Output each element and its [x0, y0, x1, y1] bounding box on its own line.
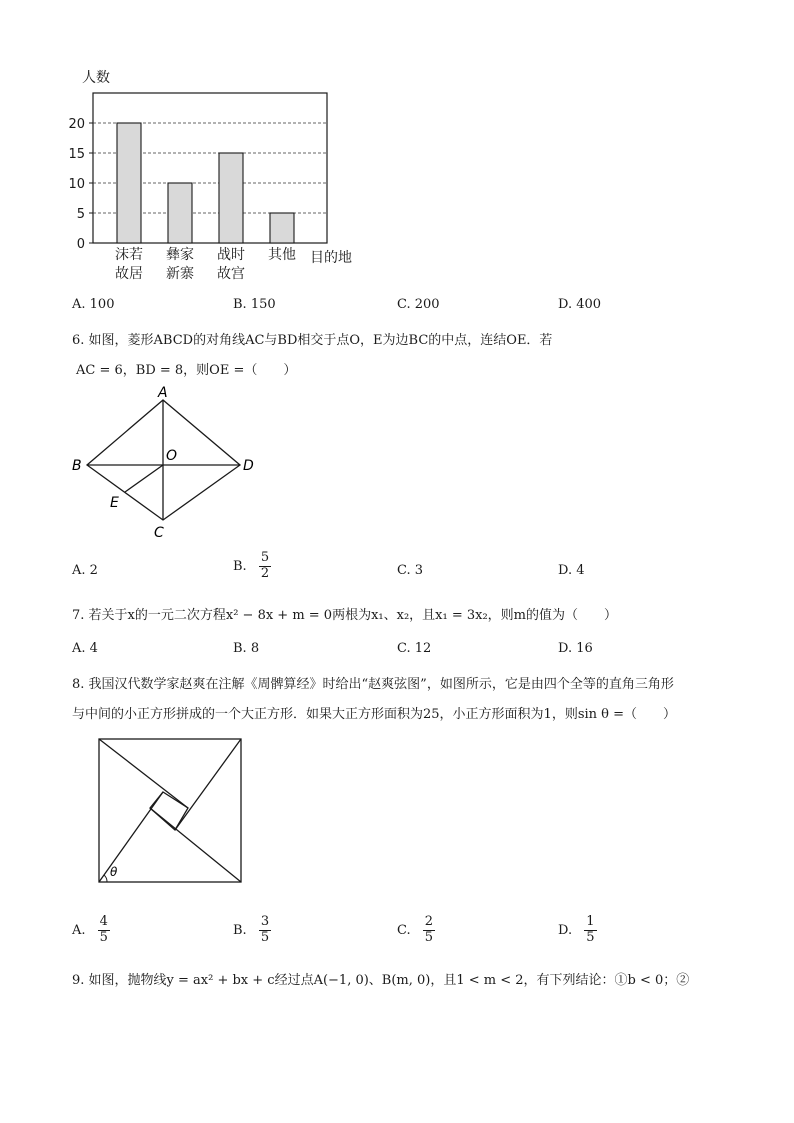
q8-text-line1: 8. 我国汉代数学家赵爽在注解《周髀算经》时给出“赵爽弦图”，如图所示，它是由四个全等的直角三角形 [72, 677, 674, 692]
fraction-denominator: 2 [260, 565, 270, 581]
q8-option-b-prefix: B. [233, 922, 247, 938]
q6-text-line2: AC = 6，BD = 8，则OE =（ ） [76, 363, 297, 378]
q8-option-c-prefix: C. [397, 922, 411, 938]
triangle-leg-2 [175, 739, 241, 830]
q9-text-line1: 9. 如图，抛物线y = ax² + bx + c经过点A(−1, 0)、B(m, 0)，且1 < m < 2，有下列结论：①b < 0；② [72, 973, 690, 988]
q8-option-d [558, 915, 597, 946]
label-d: D [243, 458, 254, 474]
label-o: O [166, 448, 178, 464]
q8-option-b-fraction [259, 915, 271, 946]
y-tick-label: 10 [68, 177, 85, 192]
q8-option-a [72, 915, 110, 946]
q7-option-c: C. 12 [397, 641, 432, 656]
q6-option-c: C. 3 [397, 563, 424, 578]
q8-option-a-prefix: A. [72, 922, 86, 938]
x-axis-label: 目的地 [310, 250, 352, 266]
bar-chart [0, 0, 794, 300]
y-tick-label: 20 [68, 117, 85, 132]
label-c: C [154, 525, 164, 541]
q6-text-line1: 6. 如图，菱形ABCD的对角线AC与BD相交于点O，E为边BC的中点，连结OE．若 [72, 333, 553, 348]
fraction-denominator: 5 [424, 929, 434, 945]
y-axis-label: 人数 [82, 70, 110, 86]
q8-option-b [233, 915, 271, 946]
triangle-leg-1 [99, 739, 188, 808]
bar [270, 213, 294, 243]
segment-oe [125, 465, 163, 492]
q6-option-b-fraction [259, 551, 271, 582]
fraction-numerator: 2 [424, 914, 434, 929]
x-category-label: 战时 [217, 247, 245, 263]
q6-option-a: A. 2 [72, 563, 98, 578]
y-tick-label: 0 [76, 237, 85, 252]
x-category-label: 沫若 [115, 247, 143, 263]
triangle-leg-3 [150, 808, 241, 882]
theta-arc [104, 875, 107, 882]
outer-square [99, 739, 241, 882]
q7-option-a: A. 4 [72, 641, 98, 656]
x-category-label: 彝家 [166, 247, 194, 263]
bar [219, 153, 243, 243]
bar [168, 183, 192, 243]
fraction-numerator: 1 [586, 914, 595, 929]
q7-option-b: B. 8 [233, 641, 260, 656]
label-a: A [158, 385, 168, 401]
q8-option-c [397, 915, 435, 946]
q5-option-d: D. 400 [558, 297, 602, 312]
q5-option-c: C. 200 [397, 297, 440, 312]
fraction-denominator: 5 [260, 929, 270, 945]
fraction-denominator: 5 [99, 929, 108, 945]
q5-option-b: B. 150 [233, 297, 276, 312]
q8-text-line2: 与中间的小正方形拼成的一个大正方形．如果大正方形面积为25，小正方形面积为1，则sin θ =（ ） [72, 707, 676, 722]
x-category-label: 新寨 [166, 266, 194, 282]
fraction-denominator: 5 [586, 929, 595, 945]
q5-option-a: A. 100 [72, 297, 115, 312]
y-tick-label: 5 [76, 207, 85, 222]
label-e: E [110, 495, 119, 511]
q7-text-line1: 7. 若关于x的一元二次方程x² − 8x + m = 0两根为x₁、x₂，且x₁ = 3x₂，则m的值为（ ） [72, 608, 618, 623]
x-category-label: 故居 [115, 266, 143, 282]
bar [117, 123, 141, 243]
q8-option-c-fraction [423, 915, 435, 946]
inner-square [150, 792, 188, 830]
q6-option-d: D. 4 [558, 563, 585, 578]
x-category-label: 其他 [268, 247, 296, 263]
fraction-numerator: 3 [260, 914, 270, 929]
q6-option-b [233, 551, 271, 582]
q8-option-d-prefix: D. [558, 922, 573, 938]
fraction-numerator: 4 [99, 914, 108, 929]
y-tick-label: 15 [68, 147, 85, 162]
q8-option-d-fraction [584, 915, 596, 946]
q7-option-d: D. 16 [558, 641, 593, 656]
q8-option-a-fraction [98, 915, 110, 946]
label-b: B [72, 458, 82, 474]
q6-option-b-prefix: B. [233, 558, 247, 574]
fraction-numerator: 5 [260, 550, 270, 565]
zhao-shuang-diagram [90, 730, 255, 890]
triangle-leg-4 [99, 792, 163, 882]
rhombus-figure [60, 385, 280, 545]
theta-label: θ [110, 865, 118, 879]
x-category-label: 故宫 [217, 266, 245, 282]
